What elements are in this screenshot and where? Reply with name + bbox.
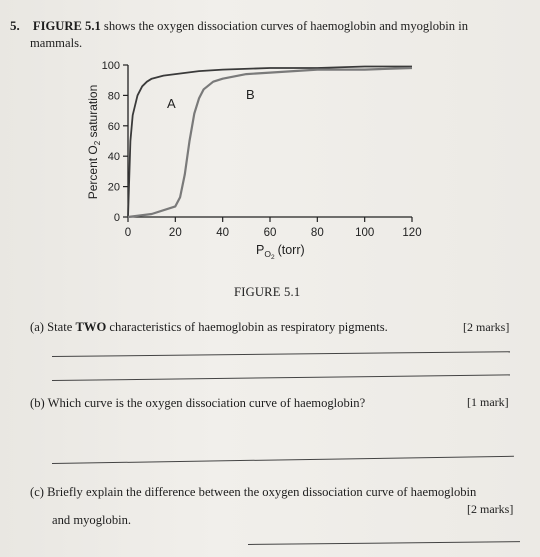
- part-b-text: Which curve is the oxygen dissociation curve of haemoglobin?: [47, 396, 366, 410]
- part-c-question: [30, 485, 476, 500]
- y-tick-label: 60: [107, 120, 120, 133]
- curve-a: [128, 67, 412, 218]
- part-c-marks: [2 marks]: [467, 502, 514, 516]
- x-tick-label: 60: [263, 227, 277, 239]
- answer-line-c: [248, 541, 520, 545]
- stem-line2: mammals.: [30, 36, 83, 50]
- part-a-text-bold: TWO: [75, 320, 107, 334]
- part-a-text-pre: State: [47, 320, 76, 334]
- x-tick-label: 0: [124, 227, 132, 239]
- curve-label-b: B: [246, 87, 255, 102]
- part-c-text-line1: Briefly explain the difference between the oxygen dissociation curve of haemoglobin: [47, 485, 477, 499]
- part-a-text-post: characteristics of haemoglobin as respiratory pigments.: [106, 320, 388, 334]
- part-c-label: (c): [30, 485, 44, 499]
- part-b-label: (b): [30, 396, 45, 410]
- stem-line1: shows the oxygen dissociation curves of haemoglobin and myoglobin in: [100, 19, 469, 33]
- answer-line-a2: [52, 374, 510, 381]
- part-a-label: (a): [30, 320, 44, 334]
- part-b-marks: [1 mark]: [467, 395, 509, 409]
- y-tick-label: 80: [107, 90, 120, 103]
- figure-reference: FIGURE 5.1: [32, 19, 101, 33]
- y-tick-label: 100: [101, 60, 120, 72]
- y-tick-label: 0: [113, 212, 120, 224]
- part-a-question: [30, 320, 388, 335]
- part-c-text-line2: and myoglobin.: [52, 513, 132, 527]
- x-tick-label: 80: [310, 227, 324, 239]
- y-tick-label: 40: [107, 151, 120, 164]
- x-axis-label: $P_O2(torr)$: [256, 243, 305, 261]
- curve-b: [128, 68, 412, 217]
- part-a-marks: [2 marks]: [463, 320, 510, 334]
- figure-caption: FIGURE 5.1: [234, 285, 301, 299]
- answer-line-a1: [52, 351, 510, 357]
- curve-label-a: A: [167, 96, 176, 111]
- x-tick-label: 120: [402, 227, 422, 239]
- x-tick-label: 20: [168, 227, 182, 239]
- x-tick-label: 100: [355, 227, 375, 239]
- answer-line-b: [52, 456, 514, 464]
- part-b-question: [30, 396, 365, 411]
- x-tick-label: 40: [216, 227, 230, 239]
- question-number: 5.: [10, 18, 20, 33]
- y-tick-label: 20: [107, 181, 120, 194]
- y-axis-label: Percent $O_2$ saturation: [86, 84, 102, 200]
